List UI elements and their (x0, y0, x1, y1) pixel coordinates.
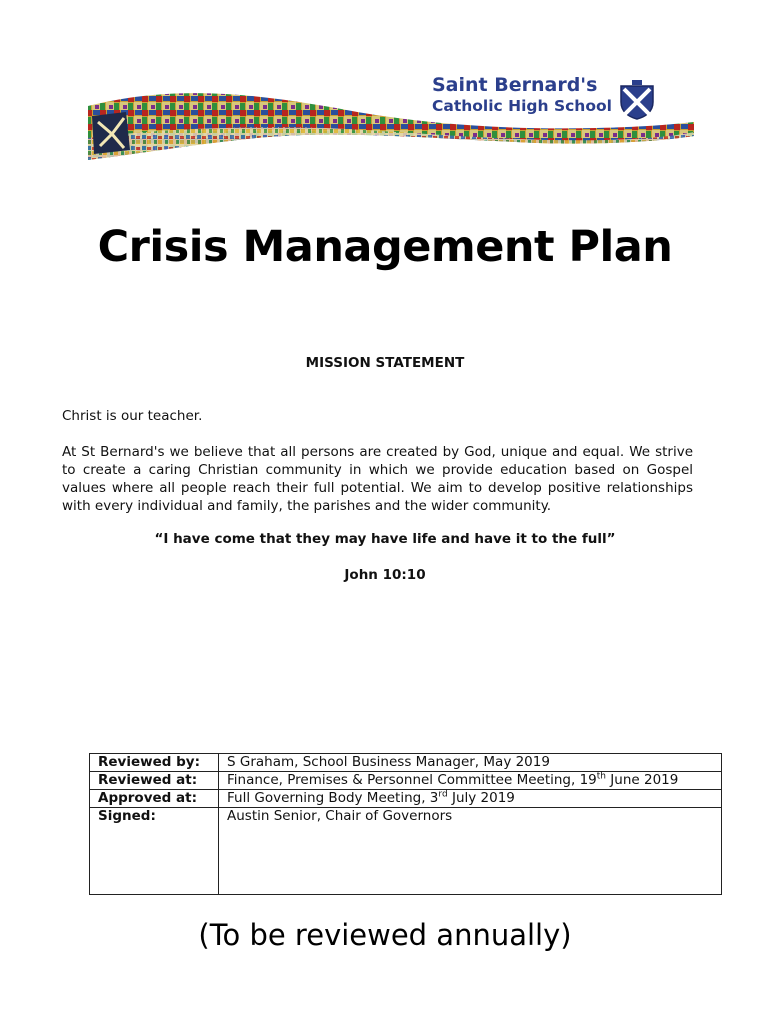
signed-label: Signed: (90, 808, 219, 895)
reviewed-at-text-end: June 2019 (606, 772, 679, 788)
school-name (432, 76, 612, 114)
school-crest-icon (618, 80, 656, 120)
school-name-line2: Catholic High School (432, 96, 612, 115)
approved-at-value (219, 790, 722, 808)
table-row (90, 808, 722, 895)
reviewed-by-value: S Graham, School Business Manager, May 2019 (219, 754, 722, 772)
approved-at-text: Full Governing Body Meeting, 3 (227, 790, 439, 806)
reviewed-by-label: Reviewed by: (90, 754, 219, 772)
table-row (90, 754, 722, 772)
mission-paragraph-1: Christ is our teacher. (62, 408, 203, 424)
reviewed-at-label: Reviewed at: (90, 772, 219, 790)
mission-paragraph-2: At St Bernard's we believe that all persons are created by God, unique and equal. We strive to create a caring Christian community in which we provide education based on Gospel values where all people reach their full potential. We aim to develop positive relationships with every individual and family, the parishes and the wider community. (62, 444, 693, 514)
reviewed-at-text: Finance, Premises & Personnel Committee Meeting, 19 (227, 772, 597, 788)
table-row (90, 772, 722, 790)
reviewed-at-suffix: th (596, 771, 606, 782)
reviewed-at-value (219, 772, 722, 790)
approved-at-label: Approved at: (90, 790, 219, 808)
scripture-quote: “I have come that they may have life and have it to the full” (154, 531, 616, 547)
review-table (89, 753, 722, 895)
review-frequency-note: (To be reviewed annually) (198, 918, 572, 952)
mission-heading: MISSION STATEMENT (305, 355, 465, 371)
signed-value: Austin Senior, Chair of Governors (219, 808, 722, 895)
approved-at-suffix: rd (438, 789, 448, 800)
school-name-line1: Saint Bernard's (432, 74, 598, 96)
scripture-reference: John 10:10 (344, 567, 426, 583)
page-title: Crisis Management Plan (97, 222, 673, 272)
table-row (90, 790, 722, 808)
approved-at-text-end: July 2019 (447, 790, 515, 806)
